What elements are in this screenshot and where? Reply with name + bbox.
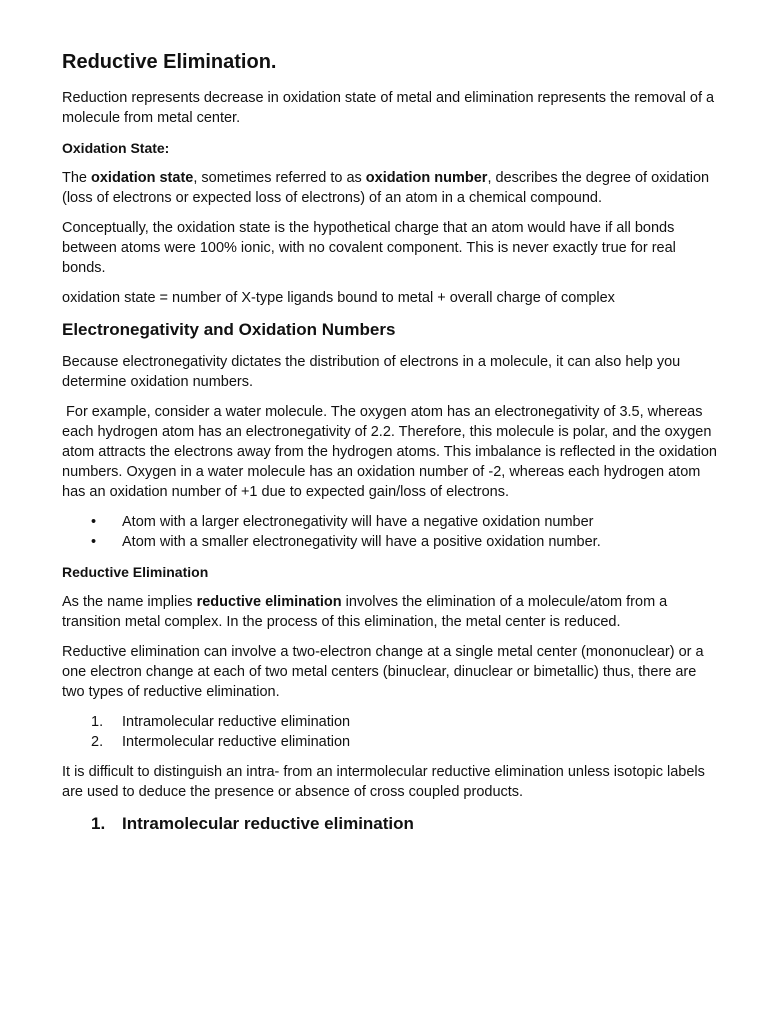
section-heading-intramolecular	[62, 812, 722, 836]
reductive-elimination-types-list	[62, 712, 722, 752]
list-item	[62, 512, 722, 532]
electronegativity-bullet-list	[62, 512, 722, 552]
bold-term-oxidation-number: oxidation number	[365, 170, 488, 186]
electronegativity-intro: Because electronegativity dictates the distribution of electrons in a molecule, it can also help you determine oxidation numbers.	[62, 354, 681, 390]
text-run: , sometimes referred to as	[193, 170, 366, 186]
text-run: As the name implies	[62, 594, 197, 610]
bullet-icon: •	[91, 514, 97, 530]
oxidation-state-concept: Conceptually, the oxidation state is the hypothetical charge that an atom would have if all bonds between atoms were 100% ionic, with no covalent component. This is never exactly true for real bonds.	[62, 220, 676, 276]
isotopic-labels-paragraph: It is difficult to distinguish an intra- from an intermolecular reductive elimination unless isotopic labels are used to deduce the presence or absence of cross coupled products.	[62, 764, 705, 800]
list-item	[62, 732, 722, 752]
section-title: Intramolecular reductive elimination	[122, 814, 414, 833]
list-item-text: Intramolecular reductive elimination	[122, 714, 351, 730]
list-number: 1.	[91, 714, 104, 730]
list-item-text: Atom with a smaller electronegativity will have a positive oxidation number.	[122, 534, 601, 550]
water-example-paragraph: For example, consider a water molecule. The oxygen atom has an electronegativity of 3.5, whereas each hydrogen atom has an electronegativity of 2.2. Therefore, this molecule is polar, and the oxygen atom attracts the electrons away from the hydrogen atoms. This imbalance is reflected in the oxidation numbers. Oxygen in a water molecule has an oxidation number of -2, whereas each hydrogen atom has an oxidation number of +1 due to expected gain/loss of electrons.	[62, 404, 722, 500]
document-page	[62, 48, 722, 836]
reductive-elimination-heading: Reductive Elimination	[62, 564, 209, 580]
section-number: 1.	[91, 814, 106, 833]
list-number: 2.	[91, 734, 104, 750]
bold-term-reductive-elimination: reductive elimination	[196, 594, 342, 610]
reductive-elimination-definition	[62, 592, 722, 632]
electronegativity-heading: Electronegativity and Oxidation Numbers	[62, 320, 396, 339]
list-item	[62, 532, 722, 552]
text-run: The	[62, 170, 92, 186]
oxidation-state-definition	[62, 168, 722, 208]
bold-term-oxidation-state: oxidation state	[91, 170, 194, 186]
intro-paragraph: Reduction represents decrease in oxidation state of metal and elimination represents the removal of a molecule from metal center.	[62, 90, 715, 126]
list-item	[62, 712, 722, 732]
bullet-icon: •	[91, 534, 97, 550]
oxidation-state-heading: Oxidation State:	[62, 140, 170, 156]
text-run: , describes the degree of oxidation (loss of electrons or expected loss of electrons) of an atom in a chemical compound.	[62, 170, 710, 206]
reductive-elimination-types-intro: Reductive elimination can involve a two-electron change at a single metal center (mononuclear) or a one electron change at each of two metal centers (binuclear, dinuclear or bimetallic) thus, there are two types of reductive elimination.	[62, 644, 704, 700]
list-item-text: Atom with a larger electronegativity will have a negative oxidation number	[122, 514, 594, 530]
oxidation-state-formula: oxidation state = number of X-type ligands bound to metal + overall charge of complex	[62, 290, 615, 306]
text-run: involves the elimination of a molecule/atom from a transition metal complex. In the process of this elimination, the metal center is reduced.	[62, 594, 668, 630]
list-item-text: Intermolecular reductive elimination	[122, 734, 351, 750]
page-title: Reductive Elimination.	[62, 51, 277, 73]
